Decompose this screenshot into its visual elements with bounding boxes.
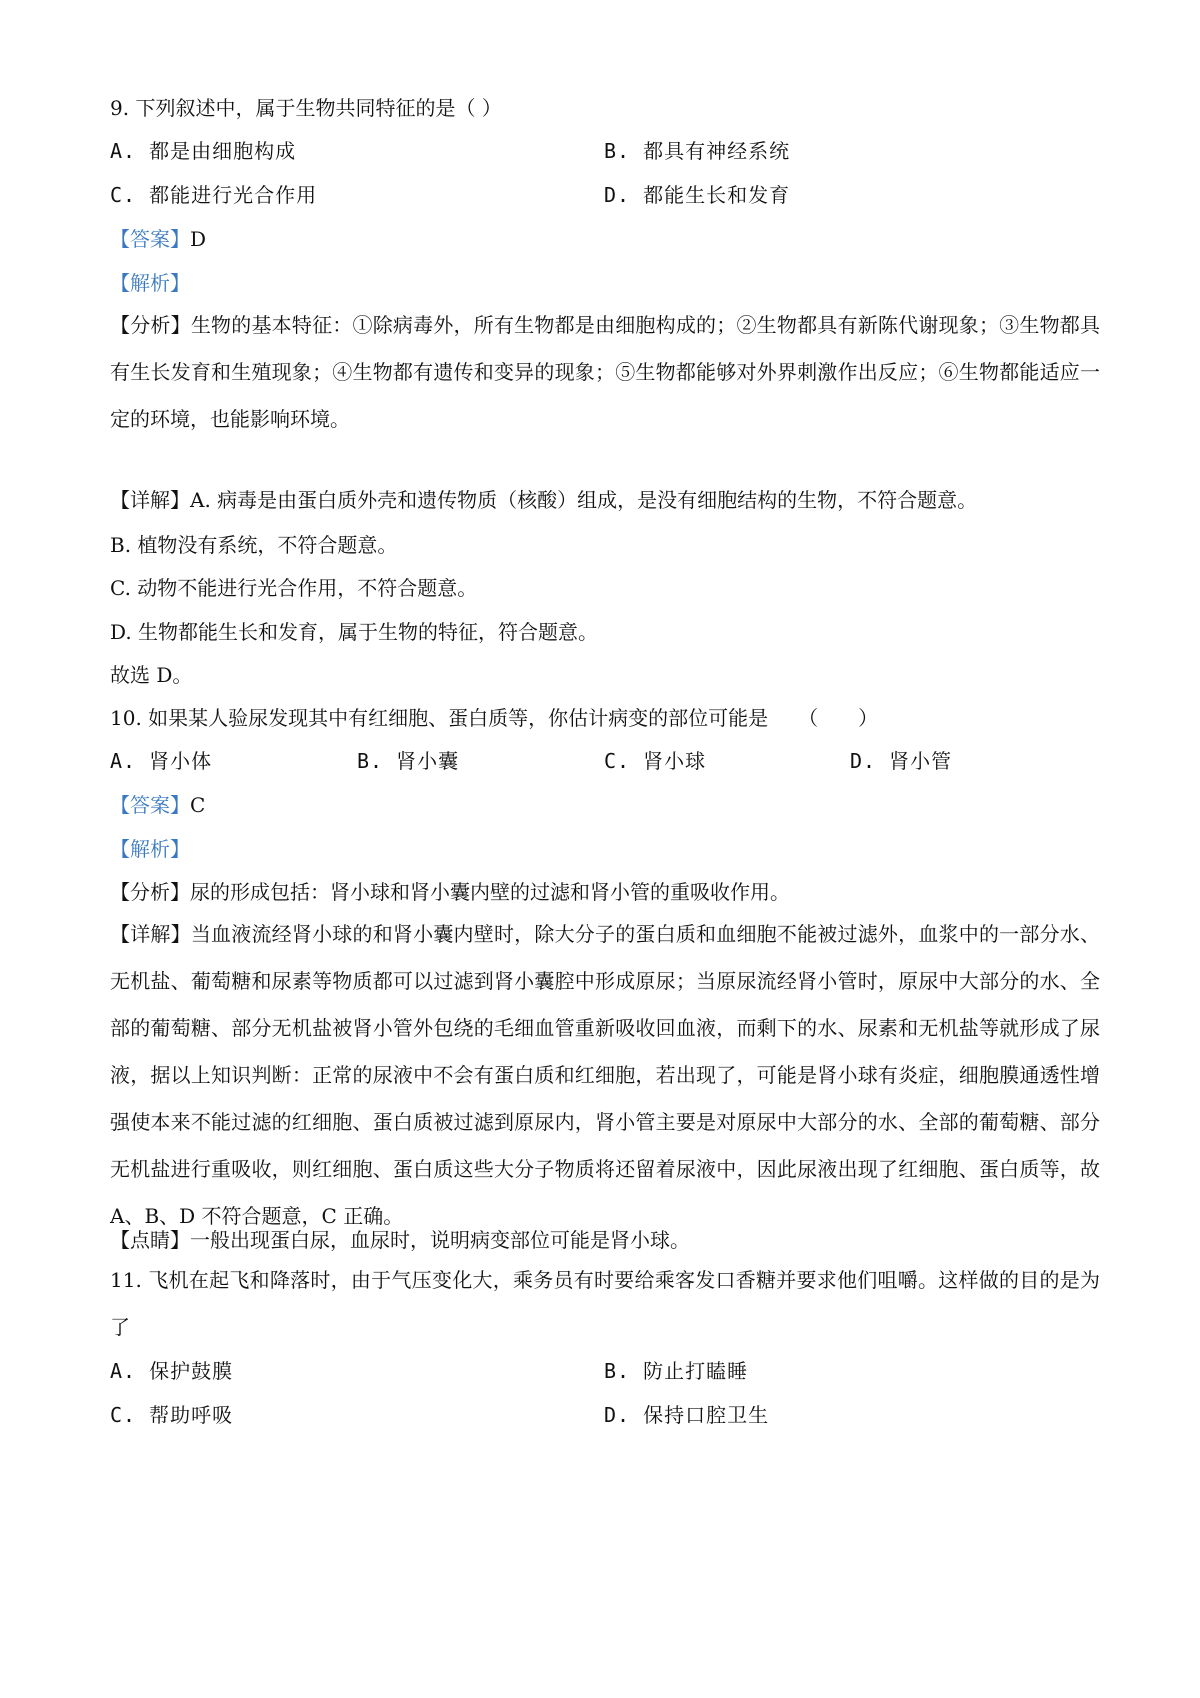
q10-option-a: A. 肾小体	[110, 749, 213, 773]
q11-option-d: D. 保持口腔卫生	[604, 1403, 770, 1427]
q10-option-c: C. 肾小球	[604, 749, 707, 773]
q9-option-a: A. 都是由细胞构成	[110, 139, 297, 163]
answer-value: D	[190, 227, 207, 251]
q10-stem: 10. 如果某人验尿发现其中有红细胞、蛋白质等，你估计病变的部位可能是 （ ）	[110, 706, 879, 730]
q10-dianjing	[110, 1226, 690, 1254]
xiangjie-text: A. 病毒是由蛋白质外壳和遗传物质（核酸）组成，是没有细胞结构的生物，不符合题意。	[190, 488, 978, 512]
answer-tag: 【答案】	[110, 227, 190, 251]
fenxi-tag: 【分析】	[110, 313, 191, 337]
fenxi-tag: 【分析】	[110, 880, 190, 904]
q10-analysis-tag: 【解析】	[110, 837, 190, 861]
q10-answer	[110, 791, 205, 819]
q10-xiangjie	[110, 911, 1100, 1240]
q9-detail-c: C. 动物不能进行光合作用，不符合题意。	[110, 576, 478, 600]
xiangjie-text: 当血液流经肾小球的和肾小囊内壁时，除大分子的蛋白质和血细胞不能被过滤外，血浆中的一部分水、无机盐、葡萄糖和尿素等物质都可以过滤到肾小囊腔中形成原尿；当原尿流经肾小管时，原尿中大部分的水、全部的葡萄糖、部分无机盐被肾小管外包绕的毛细血管重新吸收回血液，而剩下的水、尿素和无机盐等就形成了尿液，据以上知识判断：正常的尿液中不会有蛋白质和红细胞，若出现了，可能是肾小球有炎症，细胞膜通透性增强使本来不能过滤的红细胞、蛋白质被过滤到原尿内，肾小管主要是对原尿中大部分的水、全部的葡萄糖、部分无机盐进行重吸收，则红细胞、蛋白质这些大分子物质将还留着尿液中，因此尿液出现了红细胞、蛋白质等，故 A、B、D 不符合题意，C 正确。	[110, 922, 1101, 1228]
q9-detail-d: D. 生物都能生长和发育，属于生物的特征，符合题意。	[110, 620, 599, 644]
q9-stem: 9. 下列叙述中，属于生物共同特征的是（ ）	[110, 96, 502, 120]
q11-option-c: C. 帮助呼吸	[110, 1403, 234, 1427]
q11-option-a: A. 保护鼓膜	[110, 1359, 234, 1383]
dianjing-text: 一般出现蛋白尿，血尿时，说明病变部位可能是肾小球。	[190, 1228, 690, 1252]
fenxi-text: 生物的基本特征：①除病毒外，所有生物都是由细胞构成的；②生物都具有新陈代谢现象；③生物都具有生长发育和生殖现象；④生物都有遗传和变异的现象；⑤生物都能够对外界刺激作出反应；⑥生物都能适应一定的环境，也能影响环境。	[110, 313, 1101, 431]
q9-answer	[110, 225, 206, 253]
fenxi-text: 尿的形成包括：肾小球和肾小囊内壁的过滤和肾小管的重吸收作用。	[190, 880, 790, 904]
q10-option-d: D. 肾小管	[850, 749, 953, 773]
q9-analysis-tag: 【解析】	[110, 271, 190, 295]
xiangjie-tag: 【详解】	[110, 488, 190, 512]
q10-option-b: B. 肾小囊	[357, 749, 460, 773]
xiangjie-tag: 【详解】	[110, 922, 191, 946]
q9-conclusion: 故选 D。	[110, 663, 193, 687]
q9-option-d: D. 都能生长和发育	[604, 183, 791, 207]
q9-xiangjie	[110, 486, 977, 514]
dianjing-tag: 【点睛】	[110, 1228, 190, 1252]
q9-option-c: C. 都能进行光合作用	[110, 183, 318, 207]
q9-detail-b: B. 植物没有系统，不符合题意。	[110, 533, 398, 557]
answer-tag: 【答案】	[110, 793, 190, 817]
answer-value: C	[190, 793, 206, 817]
q11-option-b: B. 防止打瞌睡	[604, 1359, 749, 1383]
q11-stem: 11. 飞机在起飞和降落时，由于气压变化大，乘务员有时要给乘客发口香糖并要求他们咀嚼。这样做的目的是为了	[110, 1268, 1100, 1339]
q9-option-b: B. 都具有神经系统	[604, 139, 791, 163]
q10-fenxi	[110, 878, 790, 906]
q9-fenxi	[110, 302, 1100, 443]
